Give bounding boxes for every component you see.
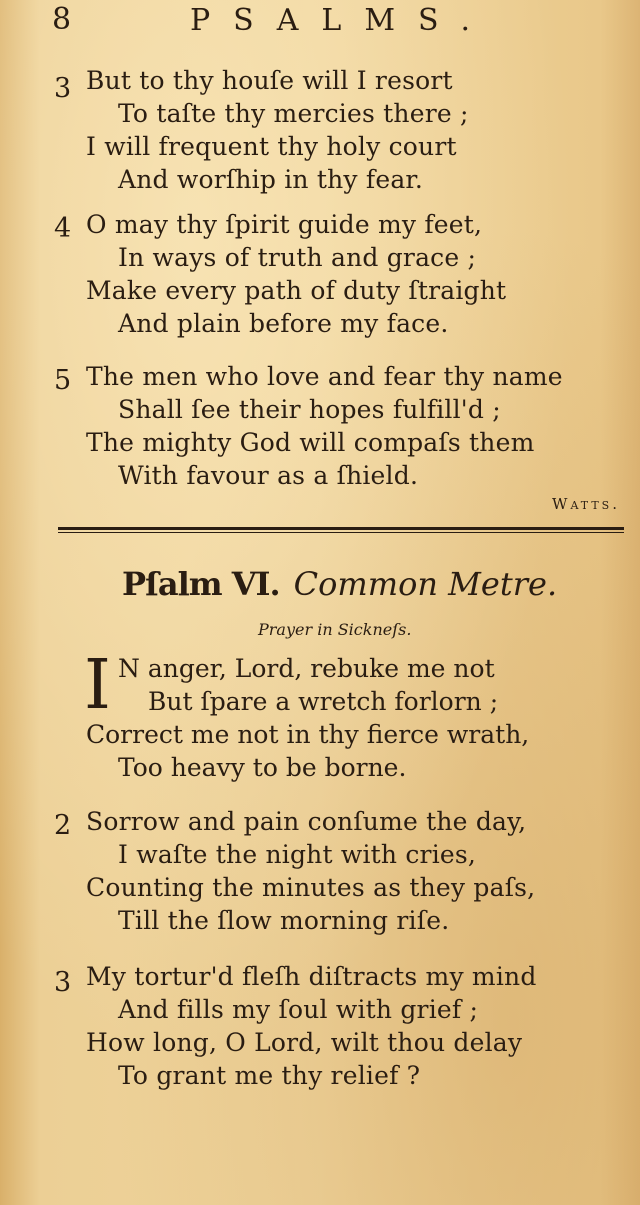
verse-line: N anger, Lord, rebuke me not	[118, 654, 495, 683]
section-divider-thin	[58, 532, 624, 533]
verse-line: But ſpare a wretch forlorn ;	[148, 687, 499, 716]
page-number: 8	[52, 2, 72, 37]
verse-line: In ways of truth and grace ;	[118, 243, 477, 272]
verse-line: And fills my ſoul with grief ;	[118, 995, 479, 1024]
verse-line: With favour as a ſhield.	[118, 461, 419, 490]
verse-line: The mighty God will compaſs them	[86, 428, 535, 457]
verse-line: And worſhip in thy fear.	[118, 165, 423, 194]
verse-number: 5	[54, 365, 72, 396]
verse-line: To grant me thy relief ?	[118, 1061, 421, 1090]
verse-line: How long, O Lord, wilt thou delay	[86, 1028, 523, 1057]
verse-line: O may thy ſpirit guide my feet,	[86, 210, 483, 239]
verse-number: 4	[54, 213, 72, 244]
verse-line: And plain before my face.	[118, 309, 449, 338]
verse-line: Sorrow and pain conſume the day,	[86, 807, 527, 836]
verse-line: The men who love and fear thy name	[86, 362, 563, 391]
psalm-subtitle: Prayer in Sickneſs.	[258, 620, 412, 639]
verse-number: 2	[54, 810, 72, 841]
verse-line: I will frequent thy holy court	[86, 132, 457, 161]
verse-line: But to thy houſe will I resort	[86, 66, 453, 95]
psalm-title	[122, 562, 557, 606]
verse-line: I waſte the night with cries,	[118, 840, 477, 869]
verse-line: Too heavy to be borne.	[118, 753, 407, 782]
psalm-metre: Common Metre.	[293, 565, 558, 603]
verse-line: My tortur'd fleſh diſtracts my mind	[86, 962, 537, 991]
psalm-number: Pſalm VI.	[122, 565, 280, 603]
drop-cap: I	[84, 646, 111, 725]
verse-line: Till the ſlow morning riſe.	[118, 906, 450, 935]
section-divider	[58, 527, 624, 530]
running-head: PSALMS.	[190, 3, 494, 38]
verse-line: Make every path of duty ſtraight	[86, 276, 507, 305]
verse-line: Shall ſee their hopes fulfill'd ;	[118, 395, 501, 424]
verse-line: Correct me not in thy fierce wrath,	[86, 720, 530, 749]
verse-number: 3	[54, 967, 72, 998]
verse-line: To taſte thy mercies there ;	[118, 99, 469, 128]
verse-number: 3	[54, 73, 72, 104]
verse-line: Counting the minutes as they paſs,	[86, 873, 536, 902]
attribution: Watts.	[552, 495, 620, 513]
